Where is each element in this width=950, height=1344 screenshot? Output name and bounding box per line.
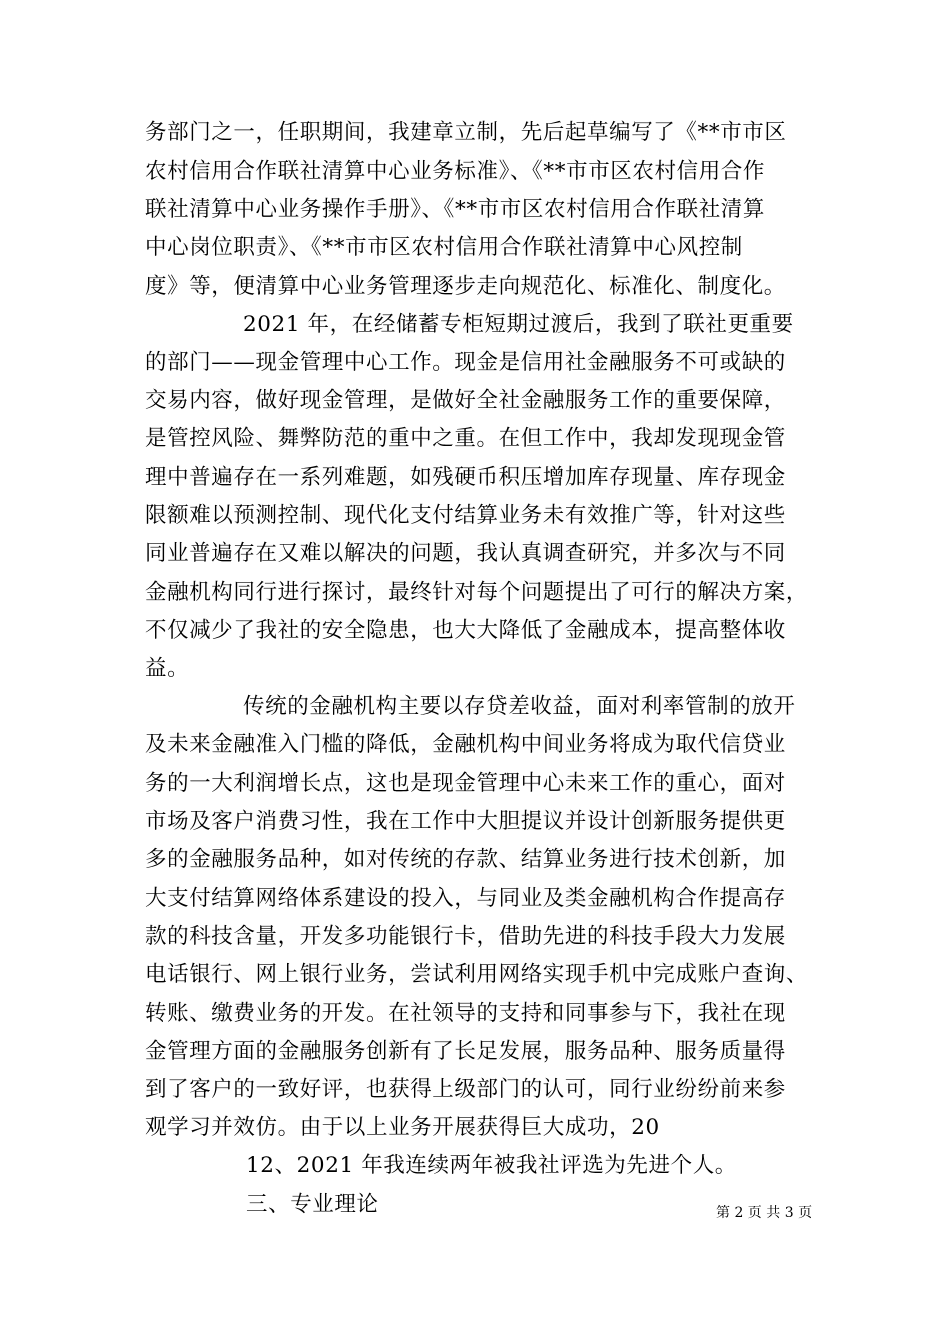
text-line: 农村信用合作联社清算中心业务标准》、《**市市区农村信用合作 — [145, 159, 766, 184]
text-line: 理中普遍存在一系列难题，如残硬币积压增加库存现量、库存现金 — [145, 465, 786, 490]
text-line: 多的金融服务品种，如对传统的存款、结算业务进行技术创新，加 — [145, 847, 786, 872]
paragraph-start-line: 2021 年，在经储蓄专柜短期过渡后，我到了联社更重要 — [243, 312, 794, 337]
text-line: 务的一大利润增长点，这也是现金管理中心未来工作的重心，面对 — [145, 771, 786, 796]
text-line: 电话银行、网上银行业务，尝试利用网络实现手机中完成账户查询、 — [145, 962, 809, 987]
section-heading: 三、专业理论 — [246, 1192, 379, 1217]
text-line: 是管控风险、舞弊防范的重中之重。在但工作中，我却发现现金管 — [145, 426, 786, 451]
text-line: 12、2021 年我连续两年被我社评选为先进个人。 — [246, 1153, 737, 1178]
text-line: 中心岗位职责》、《**市市区农村信用合作联社清算中心风控制 — [145, 235, 743, 260]
text-line: 的部门——现金管理中心工作。现金是信用社金融服务不可或缺的 — [145, 350, 786, 375]
text-line: 限额难以预测控制、现代化支付结算业务未有效推广等，针对这些 — [145, 503, 786, 528]
text-line: 金管理方面的金融服务创新有了长足发展，服务品种、服务质量得 — [145, 1039, 786, 1064]
page-number-footer: 第 2 页 共 3 页 — [716, 1205, 813, 1221]
text-line: 款的科技含量，开发多功能银行卡，借助先进的科技手段大力发展 — [145, 924, 786, 949]
text-line: 务部门之一，任职期间，我建章立制，先后起草编写了《**市市区 — [145, 120, 787, 145]
text-line: 益。 — [145, 656, 190, 681]
text-line: 及未来金融准入门槛的降低，金融机构中间业务将成为取代信贷业 — [145, 732, 786, 757]
text-line: 市场及客户消费习性，我在工作中大胆提议并设计创新服务提供更 — [145, 809, 786, 834]
text-line: 转账、缴费业务的开发。在社领导的支持和同事参与下，我社在现 — [145, 1001, 786, 1026]
text-line: 交易内容，做好现金管理，是做好全社金融服务工作的重要保障， — [145, 388, 786, 413]
text-line: 联社清算中心业务操作手册》、《**市市区农村信用合作联社清算 — [145, 197, 766, 222]
text-line: 金融机构同行进行探讨，最终针对每个问题提出了可行的解决方案， — [145, 580, 809, 605]
text-line: 度》等，便清算中心业务管理逐步走向规范化、标准化、制度化。 — [145, 274, 786, 299]
text-line: 大支付结算网络体系建设的投入，与同业及类金融机构合作提高存 — [145, 886, 786, 911]
text-line: 不仅减少了我社的安全隐患，也大大降低了金融成本，提高整体收 — [145, 618, 786, 643]
text-line: 观学习并效仿。由于以上业务开展获得巨大成功，20 — [145, 1115, 660, 1140]
text-line: 同业普遍存在又难以解决的问题，我认真调查研究，并多次与不同 — [145, 541, 786, 566]
text-line: 到了客户的一致好评，也获得上级部门的认可，同行业纷纷前来参 — [145, 1077, 786, 1102]
paragraph-start-line: 传统的金融机构主要以存贷差收益，面对利率管制的放开 — [243, 694, 796, 719]
